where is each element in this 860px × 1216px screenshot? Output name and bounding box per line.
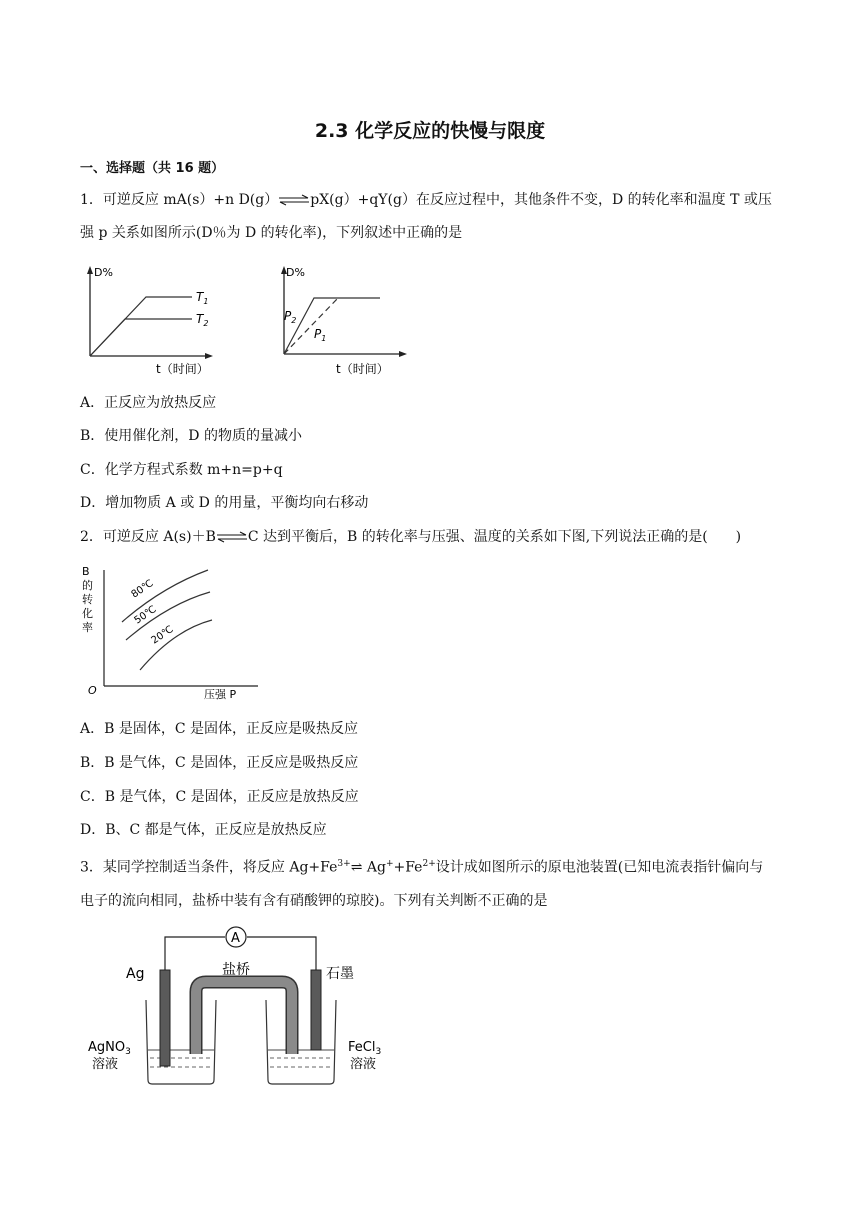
- silver-electrode: [160, 970, 170, 1066]
- label-salt-bridge: 盐桥: [222, 962, 250, 978]
- q1-line2: 强 p 关系如图所示(D％为 D 的转化率)，下列叙述中正确的是: [80, 225, 463, 241]
- y-label-char-1: B: [82, 565, 90, 578]
- left-beaker: [146, 1000, 216, 1084]
- curve-20c: [140, 620, 212, 670]
- x-axis-arrow-icon: [205, 353, 213, 359]
- x-axis-label: 压强 P: [204, 688, 237, 701]
- page-title: 2.3 化学反应的快慢与限度: [314, 120, 546, 142]
- x-axis-label: t（时间）: [156, 362, 209, 376]
- q3-text-b: ⇌ Ag: [350, 859, 386, 876]
- label-ag: Ag: [126, 966, 145, 982]
- origin-label: O: [88, 684, 97, 697]
- q3-galvanic-cell-diagram: [82, 926, 392, 1088]
- q1-chart-temperature: [80, 258, 220, 382]
- q3-sup-2: +: [385, 859, 394, 869]
- wire-right: [247, 937, 316, 970]
- q2-lead: 2．可逆反应 A(s)＋B: [80, 529, 216, 545]
- q2-option-d: D．B、C 都是气体，正反应是放热反应: [80, 822, 327, 838]
- q2-tail: C 达到平衡后，B 的转化率与压强、温度的关系如下图,下列说法正确的是( ): [247, 529, 742, 545]
- question-3-text: [80, 848, 785, 918]
- wire-left: [165, 937, 225, 970]
- ammeter-label: A: [231, 931, 240, 946]
- q3-text-c: +Fe: [393, 859, 423, 876]
- q3-line2: 电子的流向相同，盐桥中装有含有硝酸钾的琼胶)。下列有关判断不正确的是: [80, 892, 548, 909]
- salt-bridge-outline: [196, 982, 292, 1054]
- q1-mid: pX(g）+qY(g）在反应过程中，其他条件不变，D 的转化率和温度 T 或压: [310, 192, 772, 208]
- q1-lead: 1．可逆反应 mA(s）+n D(g）: [80, 192, 279, 208]
- q3-text-d: 设计成如图所示的原电池装置(已知电流表指针偏向与: [435, 859, 764, 876]
- curve-label-50c: 50℃: [132, 603, 159, 627]
- x-axis-arrow-icon: [399, 351, 407, 357]
- y-label-char-2: 的: [82, 579, 93, 592]
- q1-option-d: D．增加物质 A 或 D 的用量，平衡均向右移动: [80, 495, 369, 511]
- curve-label-80c: 80℃: [129, 577, 156, 601]
- y-label-char-5: 率: [82, 621, 93, 634]
- question-2-text: [80, 521, 785, 554]
- q1-option-a: A．正反应为放热反应: [80, 395, 217, 411]
- label-right-solution: 溶液: [350, 1057, 377, 1072]
- equilibrium-arrow-icon: [278, 194, 310, 206]
- curve-t1: [90, 297, 192, 356]
- q1-option-b: B．使用催化剂，D 的物质的量减小: [80, 428, 302, 444]
- label-agno3: AgNO$_3$: [88, 1040, 131, 1057]
- question-1-text: [80, 184, 785, 250]
- right-beaker: [266, 1000, 336, 1084]
- y-label-char-4: 化: [82, 607, 93, 620]
- label-left-solution: 溶液: [92, 1057, 119, 1072]
- curve-label-20c: 20℃: [149, 623, 176, 647]
- salt-bridge: [196, 982, 292, 1054]
- x-axis-label: t（时间）: [336, 362, 389, 376]
- q1-option-c: C．化学方程式系数 m+n=p+q: [80, 462, 283, 478]
- y-axis-arrow-icon: [87, 266, 93, 274]
- series-label-t1: $T_1$: [196, 290, 209, 306]
- q2-option-b: B．B 是气体，C 是固体，正反应是吸热反应: [80, 755, 359, 771]
- q3-sup-3: 2+: [422, 859, 436, 869]
- label-fecl3: FeCl$_3$: [348, 1040, 382, 1057]
- q2-chart: [82, 562, 262, 702]
- equilibrium-arrow-icon: [216, 531, 248, 543]
- q3-text-a: 3．某同学控制适当条件，将反应 Ag+Fe: [80, 859, 338, 876]
- curve-p2: [284, 298, 380, 354]
- y-label-char-3: 转: [82, 593, 93, 606]
- y-axis-label: D%: [94, 266, 113, 279]
- curve-t2: [90, 319, 192, 356]
- q2-option-a: A．B 是固体，C 是固体，正反应是吸热反应: [80, 721, 359, 737]
- graphite-electrode: [311, 970, 321, 1050]
- q1-chart-pressure: [276, 258, 410, 382]
- section-heading: 一、选择题（共 16 题）: [80, 161, 225, 176]
- y-axis-label: D%: [286, 266, 305, 279]
- q2-option-c: C．B 是气体，C 是固体，正反应是放热反应: [80, 789, 359, 805]
- series-label-t2: $T_2$: [196, 312, 209, 328]
- series-label-p2: $P_2$: [284, 309, 297, 325]
- series-label-p1: $P_1$: [314, 327, 327, 343]
- label-graphite: 石墨: [326, 966, 354, 982]
- q3-sup-1: 3+: [337, 859, 351, 869]
- curve-p1: [284, 298, 338, 354]
